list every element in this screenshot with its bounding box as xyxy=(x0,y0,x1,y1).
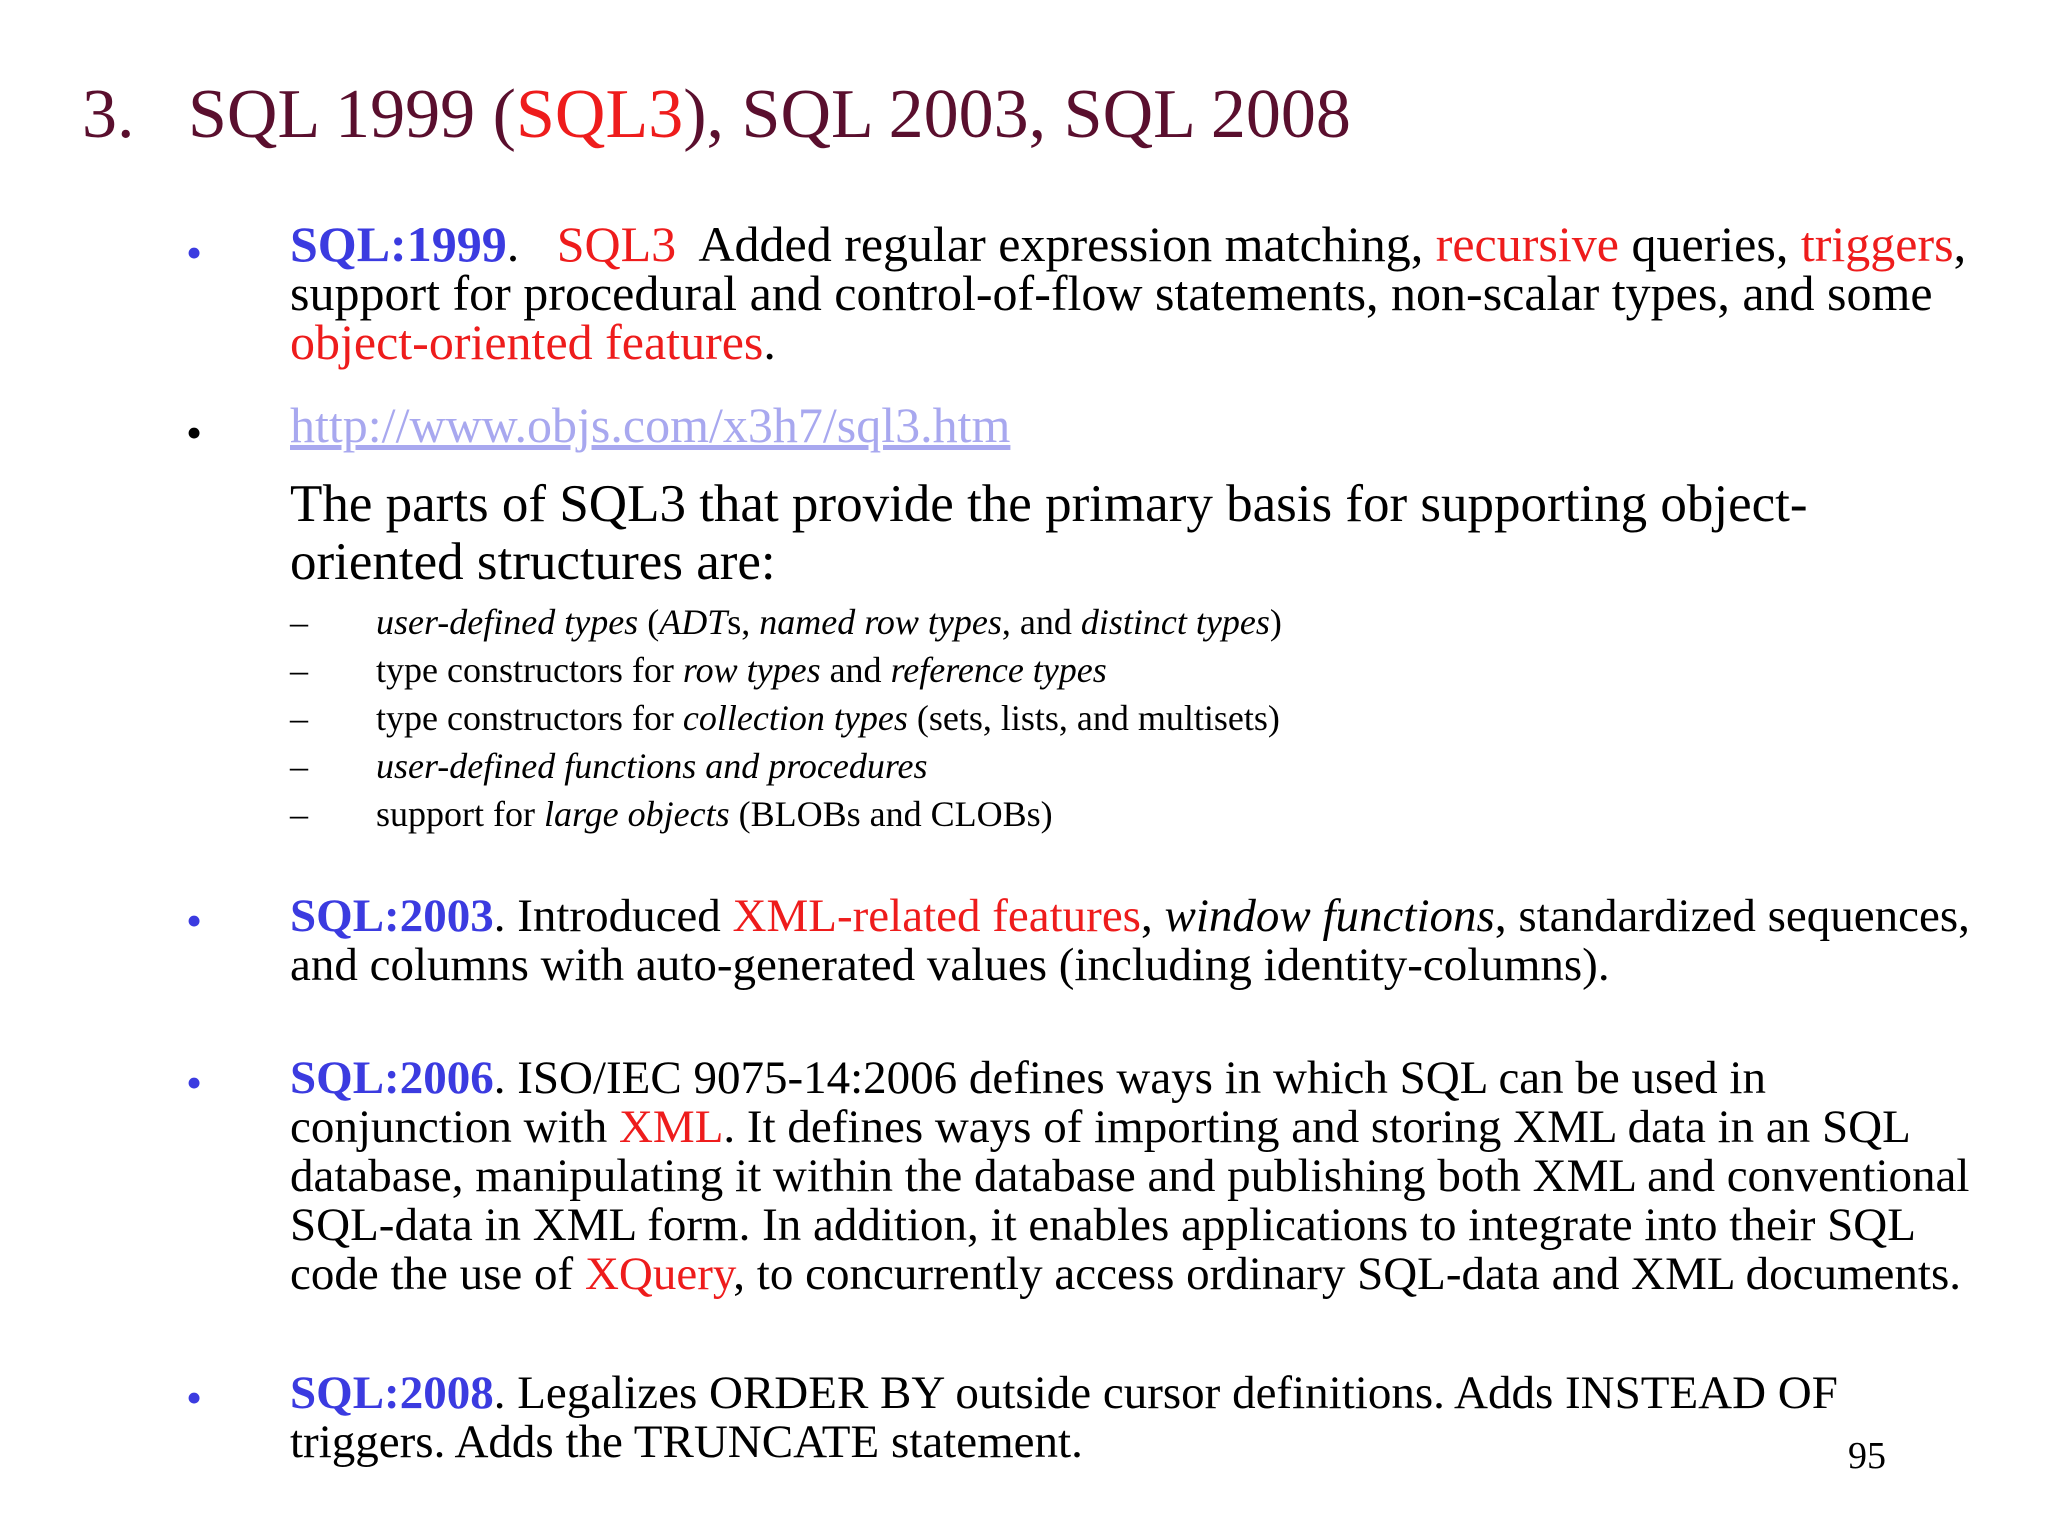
sql1999-oo-features: object-oriented features xyxy=(290,314,764,370)
text-span: support for xyxy=(376,794,544,834)
bullet-sql2008-text xyxy=(290,1369,1950,1467)
sql1999-t3: , support for procedural and control-of-flow statements, non-scalar types, and some xyxy=(290,216,1967,321)
text-span: type constructors for xyxy=(376,698,683,738)
sql1999-t2: queries, xyxy=(1618,216,1801,272)
text-span: user-defined functions and procedures xyxy=(376,746,928,786)
sql1999-t4: . xyxy=(763,314,776,370)
sub-list-item-text xyxy=(376,598,1282,646)
slide-title xyxy=(82,70,1351,160)
dash-marker: – xyxy=(290,602,308,642)
bullet-marker: • xyxy=(186,407,203,458)
sql2008-label: SQL:2008 xyxy=(290,1367,494,1419)
text-span: distinct types xyxy=(1080,602,1270,642)
sub-list-item xyxy=(0,598,2048,646)
sql2006-label: SQL:2006 xyxy=(290,1052,494,1104)
sql2003-t2: , xyxy=(1140,890,1165,942)
sql2003-t1: . Introduced xyxy=(493,890,733,942)
sub-list-item xyxy=(0,646,2048,694)
bullet-marker: • xyxy=(186,1372,203,1423)
sql2006-t2: . It defines ways of importing and storing XML data in an SQL database, manipulating it within the database and publishing both XML and conventional SQL-data in XML form. In addition, it enables applications to integrate into their SQL code the use of xyxy=(290,1101,1970,1300)
title-number: 3. xyxy=(82,76,135,153)
sub-list-item xyxy=(0,742,2048,790)
sub-list-item xyxy=(0,694,2048,742)
sub-list-item-text xyxy=(376,646,1107,694)
dash-marker: – xyxy=(290,746,308,786)
sql2003-window-functions: window functions xyxy=(1164,890,1495,942)
sub-list-item-text xyxy=(376,790,1053,838)
sql1999-recursive: recursive xyxy=(1435,216,1619,272)
bullet-sql1999-text xyxy=(290,216,1970,370)
text-span: and xyxy=(820,650,891,690)
bullet-sql2006-text xyxy=(290,1054,1970,1299)
sub-list-item-text xyxy=(376,742,928,790)
text-span: (sets, lists, and multisets) xyxy=(907,698,1280,738)
title-sql3: SQL3 xyxy=(515,76,684,153)
sql2008-t1: . Legalizes ORDER BY outside cursor definitions. Adds INSTEAD OF triggers. Adds the TRUNCATE statement. xyxy=(290,1367,1838,1468)
text-span: (BLOBs and CLOBs) xyxy=(729,794,1053,834)
sql2003-t3: , standardized sequences, and columns with auto-generated values (including identity-columns). xyxy=(290,890,1970,991)
sql2006-xml: XML xyxy=(618,1101,724,1153)
text-span: collection types xyxy=(682,698,908,738)
intro-paragraph: The parts of SQL3 that provide the primary basis for supporting object-oriented structures are: xyxy=(290,475,1808,591)
title-part1: SQL 1999 ( xyxy=(188,76,516,153)
bullet-marker: • xyxy=(186,1057,203,1108)
sql2006-t1: . ISO/IEC 9075-14:2006 defines ways in which SQL can be used in conjunction with xyxy=(290,1052,1766,1153)
sql1999-t1: Added regular expression matching, xyxy=(676,216,1436,272)
text-span: ( xyxy=(638,602,660,642)
sql1999-sep: . xyxy=(506,216,557,272)
bullet-sql2003-text xyxy=(290,892,1970,990)
bullet-link-text xyxy=(290,397,1970,453)
sql1999-triggers: triggers xyxy=(1800,216,1954,272)
sql2003-label: SQL:2003 xyxy=(290,890,494,942)
text-span: , and xyxy=(1001,602,1081,642)
text-span: reference types xyxy=(890,650,1107,690)
sub-list-item-text xyxy=(376,694,1280,742)
text-span: large objects xyxy=(543,794,730,834)
sub-list-item xyxy=(0,790,2048,838)
text-span: named row types xyxy=(759,602,1002,642)
bullet-marker: • xyxy=(186,895,203,946)
sql2006-t3: , to concurrently access ordinary SQL-data and XML documents. xyxy=(733,1248,1962,1300)
bullet-marker: • xyxy=(186,227,203,278)
sql1999-label: SQL:1999 xyxy=(290,216,507,272)
text-span: user-defined types xyxy=(376,602,639,642)
sql3-reference-link[interactable]: http://www.objs.com/x3h7/sql3.htm xyxy=(290,397,1011,453)
dash-marker: – xyxy=(290,698,308,738)
sql1999-sql3: SQL3 xyxy=(556,216,677,272)
dash-marker: – xyxy=(290,794,308,834)
text-span: s, xyxy=(727,602,760,642)
text-span: ) xyxy=(1269,602,1282,642)
text-span: ADT xyxy=(659,602,728,642)
sql2006-xquery: XQuery xyxy=(584,1248,734,1300)
page-number: 95 xyxy=(1848,1435,1886,1477)
sql2003-xml-features: XML-related features xyxy=(732,890,1141,942)
dash-marker: – xyxy=(290,650,308,690)
title-part2: ), SQL 2003, SQL 2008 xyxy=(683,76,1351,153)
text-span: type constructors for xyxy=(376,650,683,690)
text-span: row types xyxy=(682,650,821,690)
